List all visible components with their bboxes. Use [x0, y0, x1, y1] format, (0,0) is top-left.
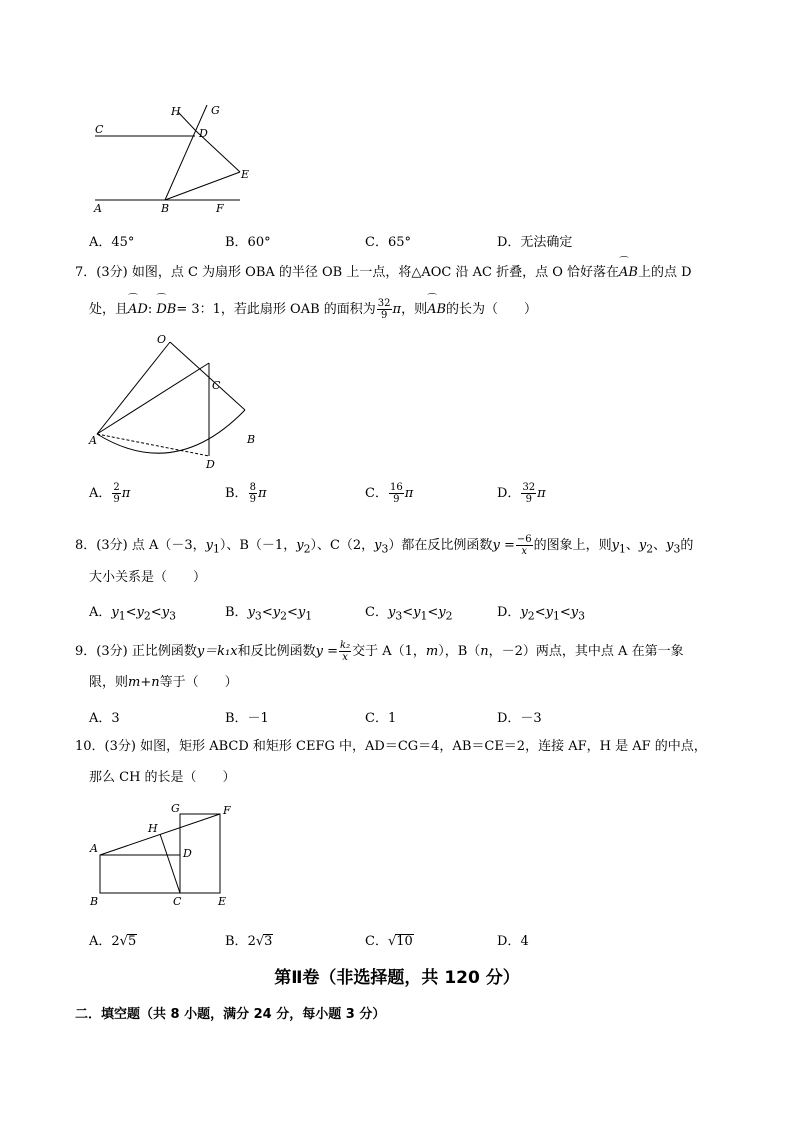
q6-label-H: H — [171, 105, 181, 118]
q7-option-a: A． $\frac{2}{9}$ π — [89, 482, 131, 505]
section-2-title: 第Ⅱ卷（非选择题，共 120 分） — [274, 968, 520, 988]
q8-option-a: A．$y_1<y_2<y_3$ — [89, 605, 176, 623]
q10-label-D: D — [183, 847, 192, 860]
q6-label-G: G — [211, 104, 220, 117]
q7-stem-line2: 处，且⌒ AD: ⌒ DB= 3：1，若此扇形 OAB 的面积为 $\frac{32}{9}$ π，则⌒ AB的长为（ ） — [89, 298, 537, 321]
q6-label-F: F — [216, 202, 224, 215]
q6-label-A: A — [94, 202, 102, 215]
q8-stem-line1: 8．(3分) 点 A（－3，$y_1$）、B（－1，$y_2$）、C（2，$y_3$）都在反比例函数y = $\frac{-6}{x}$ 的图象上，则$y_1$、$y_2$、$y_3$的 — [75, 534, 694, 557]
q9-option-b: B．－1 — [225, 711, 269, 726]
q10-label-A: A — [90, 842, 98, 855]
q6-option-a: A．45° — [89, 235, 135, 250]
q8-option-d: D．$y_2<y_1<y_3$ — [497, 605, 585, 623]
q7-option-b: B． $\frac{8}{9}$ π — [225, 482, 267, 505]
q10-option-a: A．2√5 — [89, 934, 137, 949]
q6-label-E: E — [241, 168, 250, 181]
q9-option-d: D．－3 — [497, 711, 542, 726]
q9-stem-line1: 9．(3分) 正比例函数y＝k₁x和反比例函数y = $\frac{\text{k₂}}{x}$ 交于 A（1，m），B（n，－2）两点，其中点 A 在第一象 — [75, 640, 684, 663]
q9-option-c: C．1 — [365, 711, 397, 726]
q10-option-c: C．√10 — [365, 934, 413, 949]
q10-label-G: G — [171, 802, 180, 815]
q9-option-a: A．3 — [89, 711, 120, 726]
q9-stem-line2: 限，则m+n等于（ ） — [89, 675, 238, 690]
q7-option-c: C． $\frac{16}{9}$ π — [365, 482, 414, 505]
q7-label-B: B — [247, 433, 256, 446]
q10-option-b: B．2√3 — [225, 934, 273, 949]
q6-option-b: B．60° — [225, 235, 271, 250]
q10-label-H: H — [148, 822, 158, 835]
q10-figure — [85, 800, 255, 915]
q10-label-B: B — [90, 895, 99, 908]
q10-option-d: D．4 — [497, 934, 529, 949]
q6-label-C: C — [95, 123, 104, 136]
q6-label-B: B — [161, 202, 170, 215]
q7-area-fraction: $\frac{32}{9}$ — [377, 298, 391, 321]
q7-stem-line1: 7．(3分) 如图，点 C 为扇形 OBA 的半径 OB 上一点，将△AOC 沿 AC 折叠，点 O 恰好落在⌒ AB上的点 D — [75, 264, 692, 282]
q7-label-D: D — [206, 458, 215, 471]
q6-option-d: D．无法确定 — [497, 235, 573, 250]
q7-label-C: C — [212, 379, 221, 392]
q6-figure — [85, 100, 265, 220]
q10-stem-line2: 那么 CH 的长是（ ） — [89, 770, 236, 785]
q7-label-A: A — [89, 434, 97, 447]
q6-label-D: D — [199, 127, 208, 140]
fill-blank-heading: 二．填空题（共 8 小题，满分 24 分，每小题 3 分） — [75, 1007, 386, 1022]
q10-label-E: E — [218, 895, 227, 908]
q7-arc-ab: ⌒ AB — [619, 264, 638, 282]
q7-label-O: O — [157, 333, 167, 346]
q8-option-b: B．$y_3<y_2<y_1$ — [225, 605, 313, 623]
q6-option-c: C．65° — [365, 235, 411, 250]
q8-stem-line2: 大小关系是（ ） — [89, 570, 207, 585]
q10-label-F: F — [223, 804, 231, 817]
q7-option-d: D． $\frac{32}{9}$ π — [497, 482, 546, 505]
q8-option-c: C．$y_3<y_1<y_2$ — [365, 605, 453, 623]
q10-stem-line1: 10．(3分) 如图，矩形 ABCD 和矩形 CEFG 中，AD＝CG＝4，AB＝CE＝2，连接 AF，H 是 AF 的中点， — [75, 739, 707, 754]
q7-figure — [85, 330, 265, 475]
q10-label-C: C — [173, 895, 182, 908]
